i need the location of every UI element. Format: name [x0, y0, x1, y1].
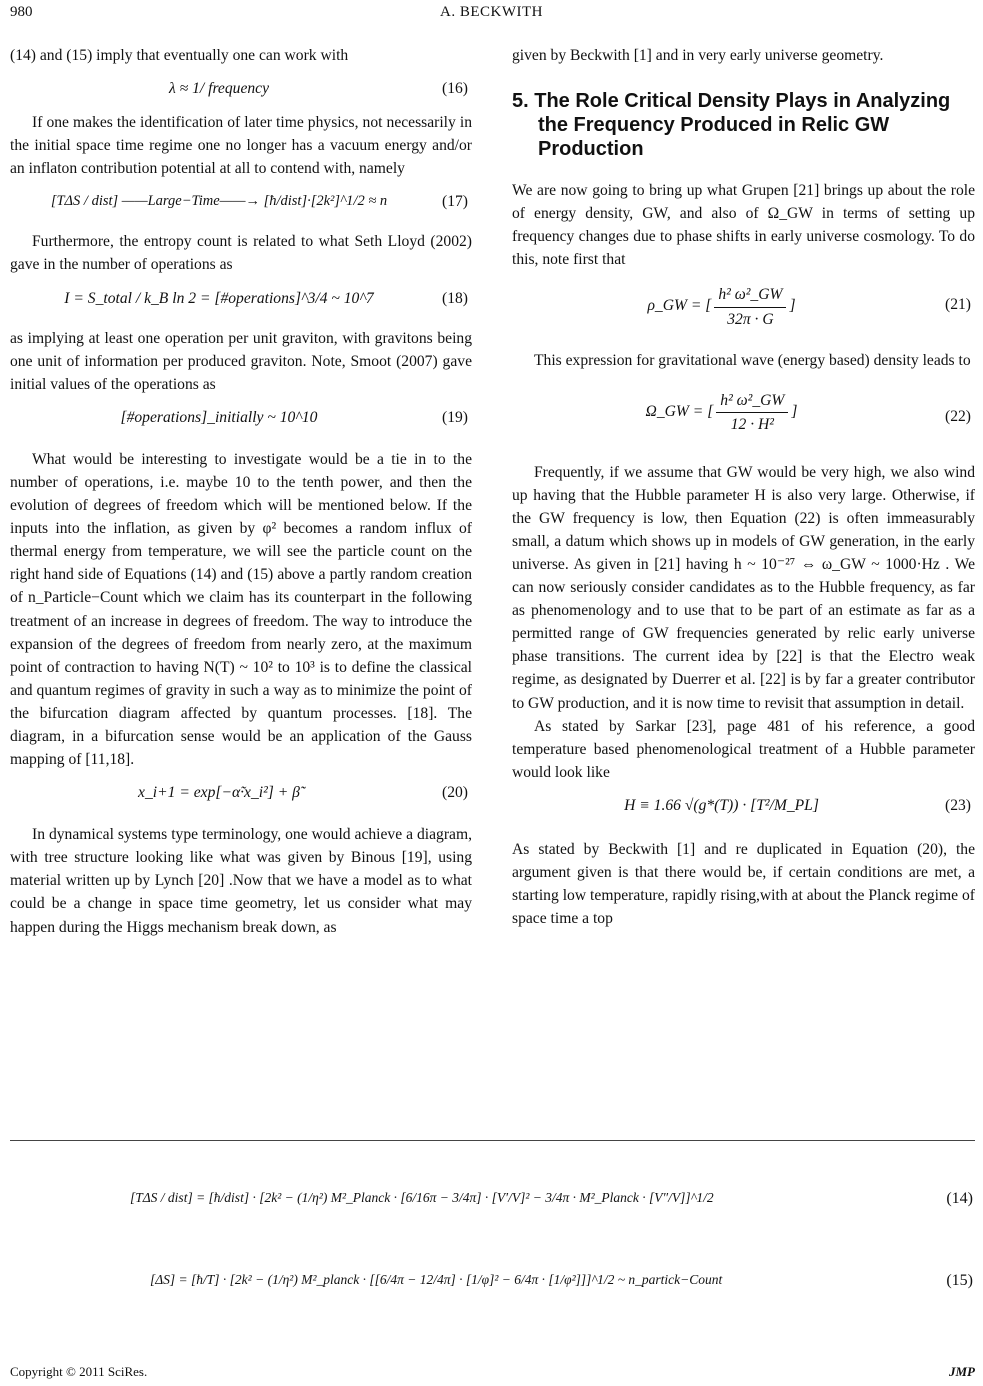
equation-number: (15) — [946, 1272, 973, 1289]
fraction — [716, 389, 788, 436]
equation-body: [TΔS / dist] ——Large−Time——→ [ħ/dist]·[2k²]^1/2 ≈ n — [50, 193, 388, 210]
equation-body: Ω_GW = [ $\frac{\text{h² ω²\_GW}}{\text{12 · H²}}$ ] — [512, 389, 931, 436]
equation-body: ρ_GW = [ $\frac{\text{h² ω²\_GW}}{32\pi \cdot G}$ ] — [512, 283, 931, 330]
equation-number: (23) — [945, 796, 971, 814]
equation-body: [#operations]_initially ~ 10^10 — [120, 408, 318, 426]
equation-22 — [512, 377, 975, 457]
equation-lhs: ρ_GW = — [647, 297, 702, 315]
equation-body: λ ≈ 1/ frequency — [168, 80, 270, 98]
page-number: 980 — [10, 4, 33, 20]
equation-lhs: Ω_GW = — [645, 402, 704, 420]
paragraph: We are now going to bring up what Grupen [21] brings up about the role of energy density, GW, and also of Ω_GW in terms of setting up frequency changes due to phase shifts in early universe cosmology. To do this, note first that — [512, 182, 975, 269]
numerator: h² ω²_GW — [716, 389, 788, 413]
equation-body: I = S_total / k_B ln 2 = [#operations]^3/4 ~ 10^7 — [64, 289, 374, 307]
equation-number: (14) — [946, 1190, 973, 1207]
equation-16 — [10, 71, 472, 107]
equation-number: (19) — [442, 408, 468, 426]
equation-21 — [512, 275, 975, 345]
equation-15 — [0, 1262, 983, 1322]
denominator: 32π · G — [727, 310, 774, 328]
section-heading: 5. The Role Critical Density Plays in Analyzing the Frequency Produced in Relic GW Production — [512, 90, 951, 161]
right-column — [512, 44, 975, 930]
equation-number: (21) — [945, 296, 971, 314]
running-header-author: A. BECKWITH — [440, 4, 543, 20]
equation-body: x_i+1 = exp[−α̃·x_i²] + β̃ — [138, 784, 300, 802]
equation-number: (17) — [442, 193, 468, 211]
left-column — [10, 44, 472, 939]
equation-number: (18) — [442, 289, 468, 307]
equation-body: [TΔS / dist] = [ħ/dist] · [2k² − (1/η²) M²_Planck · [6/16π − 3/4π] · [V′/V]² − 3/4π · M²_Planck · [V″/V]]^1/2 — [130, 1190, 714, 1205]
equation-18 — [10, 281, 472, 323]
divider — [10, 1140, 975, 1141]
paragraph: Furthermore, the entropy count is related to what Seth Lloyd (2002) gave in the number of operations as — [10, 233, 472, 274]
paragraph: Frequently, if we assume that GW would be very high, we also wind up having that the Hubble parameter H is also very large. Otherwise, if the GW frequency is low, then Equation (22) is often immeasurably small, a datum which shows up in models of GW generation, in the early universe. As given in [21] having h ~ 10⁻²⁷ ⇔ ω_GW ~ 1000·Hz . We can now seriously consider candidates as to the Hubble frequency, as far as phenomenology and to use that to be part of an estimate as far as a permitted range of GW frequencies generated by relic early universe phase transitions. The current idea by [22] is that the Electro weak regime, as designated by Duerrer et al. [22] is by far a greater contributor to GW production, and it is now time to revisit that assumption in detail. — [512, 463, 975, 712]
fraction — [714, 283, 786, 330]
paragraph: as implying at least one operation per unit graviton, with gravitons being one unit of information per produced graviton. Note, Smoot (2007) gave initial values of the operations as — [10, 329, 472, 393]
equation-number: (20) — [442, 784, 468, 802]
equation-number: (16) — [442, 80, 468, 98]
paragraph: As stated by Beckwith [1] and re duplicated in Equation (20), the argument given is that there would be, if certain conditions are met, a starting low temperature, rapidly rising,with at about the Planck regime of space time a top — [512, 840, 975, 928]
paragraph: What would be interesting to investigate would be a tie in to the number of operations, i.e. maybe 10 to the tenth power, and then the evolution of degrees of freedom which will be mentioned below. If the inputs into the inflation, as given by φ² becomes a random influx of thermal energy from temperature, we will see the particle count on the right hand side of Equations (14) and (15) above a partly random creation of n_Particle−Count which we claim has its counterpart in the following treatment of an increase in degrees of freedom. The way to introduce the expansion of the degrees of freedom from nearly zero, at the maximum point of contraction to having N(T) ~ 10² to 10³ is to define the classical and quantum regimes of gravity in such a way as to minimize the point of the bifurcation diagram affected by quantum processes. [18]. The diagram, in a bifurcation sense would be an application of the Gauss mapping of [11,18]. — [10, 450, 472, 769]
paragraph: (14) and (15) imply that eventually one can work with — [10, 47, 349, 64]
journal-abbrev: JMP — [949, 1364, 975, 1379]
denominator: 12 · H² — [730, 415, 774, 433]
copyright-text: Copyright © 2011 SciRes. — [10, 1364, 148, 1379]
equation-number: (22) — [945, 407, 971, 425]
paragraph: If one makes the identification of later time physics, not necessarily in the initial space time regime one no longer has a vacuum energy and/or an inflaton contribution potential at all to contend with, namely — [10, 114, 472, 178]
equation-body: H ≡ 1.66 √(g*(T)) · [T²/M_PL] — [624, 796, 819, 814]
equation-19 — [10, 400, 472, 444]
equation-17 — [10, 184, 472, 226]
paragraph: In dynamical systems type terminology, one would achieve a diagram, with tree structure looking like what was given by Binous [19], using material written up by Lynch [20] .Now that we have a model as to what could be a change in space time geometry, let us consider what may happen during the Higgs mechanism break down, as — [10, 826, 472, 936]
numerator: h² ω²_GW — [714, 283, 786, 307]
paragraph: As stated by Sarkar [23], page 481 of his reference, a good temperature based phenomenological treatment of a Hubble parameter would look like — [512, 717, 975, 781]
equation-20 — [10, 775, 472, 819]
paragraph: This expression for gravitational wave (energy based) density leads to — [534, 352, 971, 370]
equation-14 — [0, 1180, 983, 1240]
equation-23 — [512, 788, 975, 834]
paragraph: given by Beckwith [1] and in very early universe geometry. — [512, 47, 884, 64]
page-footer — [10, 1364, 975, 1380]
equation-body: [ΔS] = [ħ/T] · [2k² − (1/η²) M²_planck · [[6/4π − 12/4π] · [1/φ]² − 6/4π · [1/φ²]]]^1/2 ~ n_partick−Count — [150, 1272, 723, 1287]
